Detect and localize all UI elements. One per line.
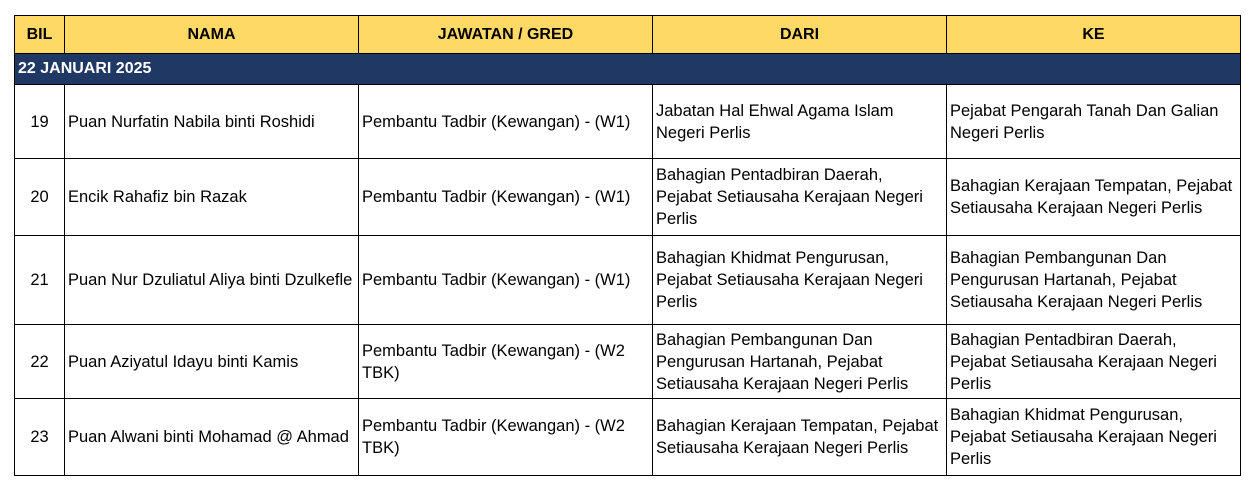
cell-jawatan: Pembantu Tadbir (Kewangan) - (W2 TBK): [359, 399, 653, 476]
cell-dari: Bahagian Pentadbiran Daerah, Pejabat Setiausaha Kerajaan Negeri Perlis: [653, 159, 947, 236]
cell-nama: Puan Aziyatul Idayu binti Kamis: [65, 325, 359, 399]
table-row: [15, 325, 1241, 399]
cell-ke: Bahagian Pembangunan Dan Pengurusan Hartanah, Pejabat Setiausaha Kerajaan Negeri Perlis: [947, 236, 1241, 325]
cell-ke: Bahagian Pentadbiran Daerah, Pejabat Setiausaha Kerajaan Negeri Perlis: [947, 325, 1241, 399]
cell-nama: Puan Nurfatin Nabila binti Roshidi: [65, 85, 359, 159]
cell-bil: 19: [15, 85, 65, 159]
cell-nama: Puan Alwani binti Mohamad @ Ahmad: [65, 399, 359, 476]
header-dari: DARI: [653, 16, 947, 54]
cell-bil: 23: [15, 399, 65, 476]
cell-ke: Bahagian Kerajaan Tempatan, Pejabat Setiausaha Kerajaan Negeri Perlis: [947, 159, 1241, 236]
cell-ke: Pejabat Pengarah Tanah Dan Galian Negeri Perlis: [947, 85, 1241, 159]
cell-jawatan: Pembantu Tadbir (Kewangan) - (W2 TBK): [359, 325, 653, 399]
cell-jawatan: Pembantu Tadbir (Kewangan) - (W1): [359, 159, 653, 236]
cell-bil: 20: [15, 159, 65, 236]
cell-dari: Bahagian Pembangunan Dan Pengurusan Hartanah, Pejabat Setiausaha Kerajaan Negeri Perlis: [653, 325, 947, 399]
date-group-row: [15, 54, 1241, 85]
cell-dari: Bahagian Khidmat Pengurusan, Pejabat Setiausaha Kerajaan Negeri Perlis: [653, 236, 947, 325]
cell-jawatan: Pembantu Tadbir (Kewangan) - (W1): [359, 236, 653, 325]
table-row: [15, 159, 1241, 236]
cell-nama: Encik Rahafiz bin Razak: [65, 159, 359, 236]
header-ke: KE: [947, 16, 1241, 54]
cell-dari: Jabatan Hal Ehwal Agama Islam Negeri Perlis: [653, 85, 947, 159]
cell-nama: Puan Nur Dzuliatul Aliya binti Dzulkefle: [65, 236, 359, 325]
table-row: [15, 236, 1241, 325]
cell-jawatan: Pembantu Tadbir (Kewangan) - (W1): [359, 85, 653, 159]
header-jawatan: JAWATAN / GRED: [359, 16, 653, 54]
header-nama: NAMA: [65, 16, 359, 54]
table-row: [15, 399, 1241, 476]
cell-bil: 21: [15, 236, 65, 325]
transfer-table: [14, 15, 1241, 476]
cell-bil: 22: [15, 325, 65, 399]
table-row: [15, 85, 1241, 159]
date-label: 22 JANUARI 2025: [15, 54, 1241, 85]
header-row: [15, 16, 1241, 54]
cell-ke: Bahagian Khidmat Pengurusan, Pejabat Setiausaha Kerajaan Negeri Perlis: [947, 399, 1241, 476]
header-bil: BIL: [15, 16, 65, 54]
cell-dari: Bahagian Kerajaan Tempatan, Pejabat Setiausaha Kerajaan Negeri Perlis: [653, 399, 947, 476]
